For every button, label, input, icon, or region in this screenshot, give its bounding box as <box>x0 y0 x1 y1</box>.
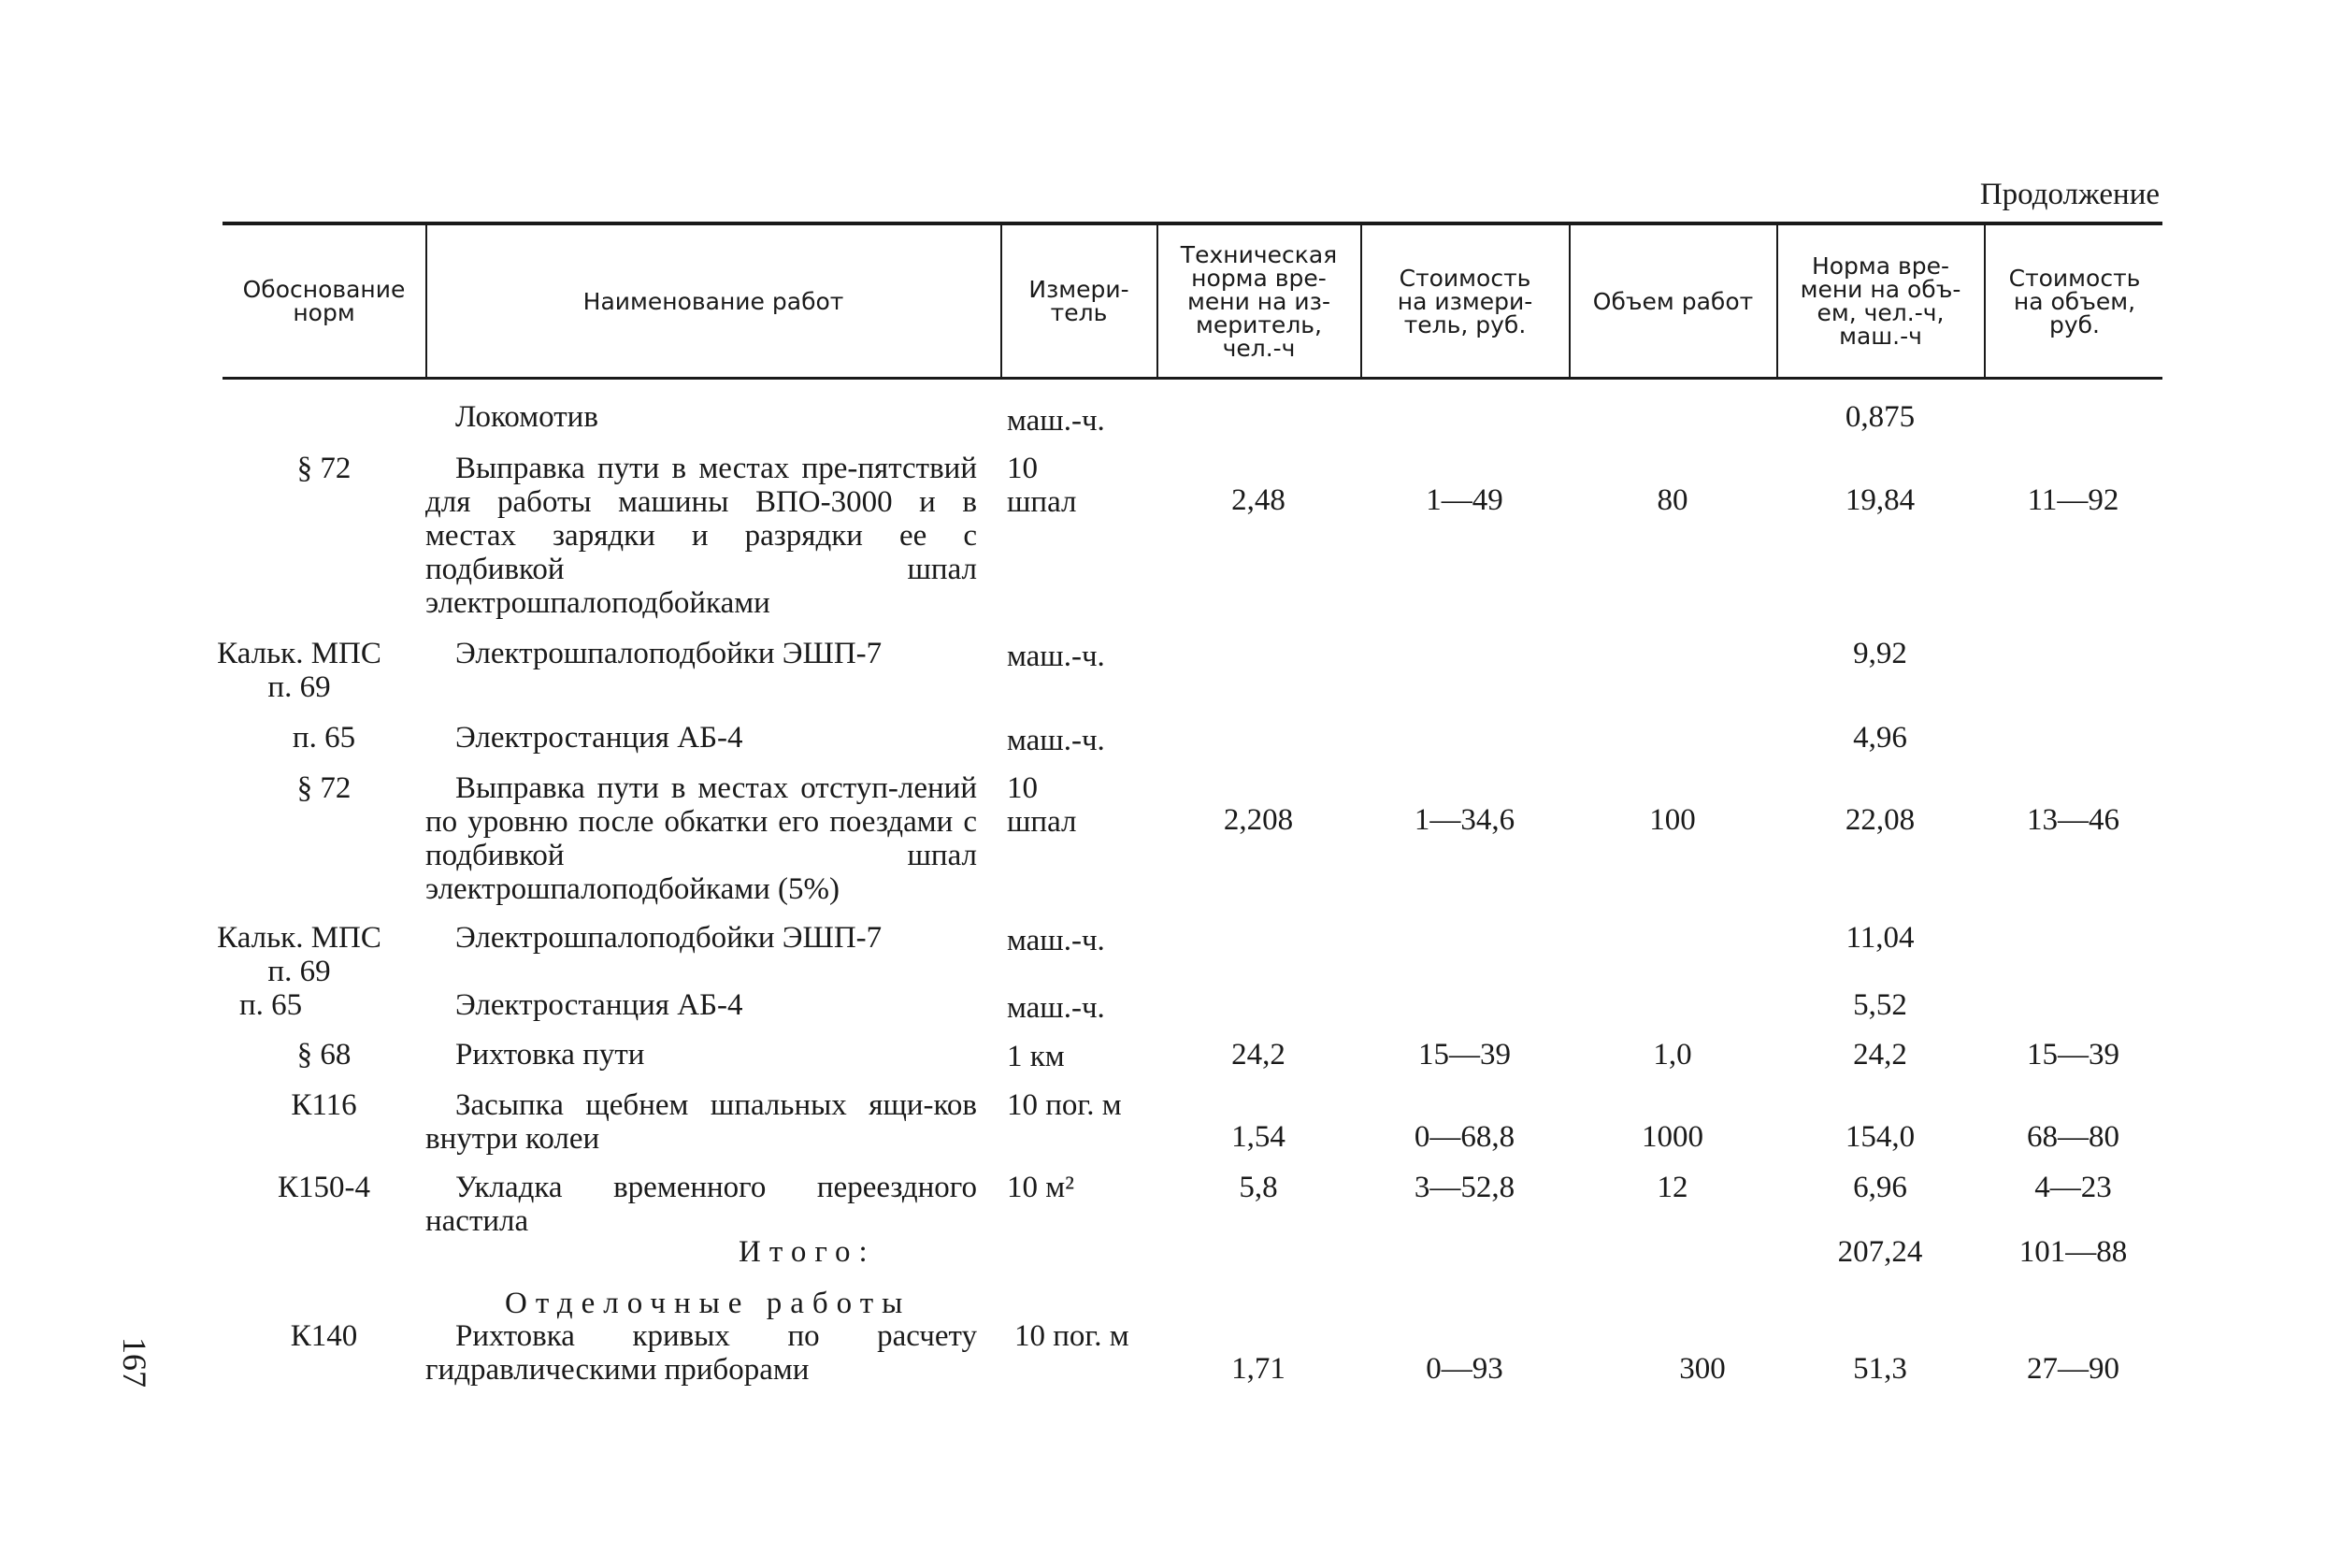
norm-per-volume: 11,04 <box>1846 921 1915 955</box>
header-divider <box>1360 225 1362 377</box>
cost-per-volume: 13—46 <box>2027 803 2119 837</box>
basis: Кальк. МПС п. 69 <box>217 921 381 988</box>
work-name: Электрошпалоподбойки ЭШП-7 <box>455 921 883 955</box>
norm-per-volume: 4,96 <box>1853 721 1907 755</box>
work-name: Электрошпалоподбойки ЭШП-7 <box>455 637 883 670</box>
work-name: Локомотив <box>455 400 598 434</box>
header-norm-per-volume: Норма вре- мени на объ- ем, чел.-ч, маш.-ч <box>1800 252 1961 350</box>
work-name: Укладка временного переездного настила <box>425 1171 977 1238</box>
cost-per-volume: 68—80 <box>2027 1120 2119 1154</box>
tech-norm: 2,48 <box>1231 483 1285 517</box>
continuation-label: Продолжение <box>1979 178 2160 211</box>
volume: 12 <box>1657 1171 1688 1204</box>
page-number: 167 <box>116 1337 153 1388</box>
cost-per-unit: 1—34,6 <box>1414 803 1515 837</box>
section-title: Отделочные работы <box>505 1287 912 1320</box>
basis: К140 <box>290 1319 358 1353</box>
unit: 10 пог. м <box>1014 1319 1129 1353</box>
header-cost-per-volume: Стоимость на объем, руб. <box>2008 264 2141 338</box>
norm-per-volume: 19,84 <box>1845 483 1916 517</box>
header-volume: Объем работ <box>1592 287 1754 315</box>
cost-per-unit: 1—49 <box>1426 483 1503 517</box>
unit: 10 пог. м <box>1007 1088 1122 1122</box>
volume: 1,0 <box>1653 1038 1692 1072</box>
cost-per-volume: 4—23 <box>2034 1171 2112 1204</box>
norm-per-volume: 9,92 <box>1853 637 1907 670</box>
tech-norm: 1,71 <box>1231 1352 1285 1386</box>
cost-per-unit: 0—68,8 <box>1414 1120 1515 1154</box>
norm-per-volume: 24,2 <box>1853 1038 1907 1072</box>
cost-per-unit: 15—39 <box>1418 1038 1511 1072</box>
header-basis: Обоснование норм <box>242 276 406 326</box>
norm-per-volume: 5,52 <box>1853 988 1907 1022</box>
volume: 80 <box>1657 483 1688 517</box>
unit: маш.-ч. <box>1007 991 1105 1025</box>
work-name: Рихтовка кривых по расчету гидравлическими приборами <box>425 1319 977 1387</box>
unit: маш.-ч. <box>1007 924 1105 957</box>
basis: п. 65 <box>239 988 303 1022</box>
work-name: Выправка пути в местах отступ-лений по уровню после обкатки его поездами с подбивкой шпал электрошпалоподбойками (5%) <box>425 771 977 906</box>
basis: Кальк. МПС п. 69 <box>217 637 381 704</box>
norm-per-volume: 0,875 <box>1845 400 1916 434</box>
unit: 10 шпал <box>1007 452 1077 519</box>
cost-per-unit: 0—93 <box>1426 1352 1503 1386</box>
total-cost-per-volume: 101—88 <box>2018 1235 2128 1269</box>
header-tech-norm: Техническая норма вре- мени на из- меритель, чел.-ч <box>1180 240 1338 362</box>
volume: 1000 <box>1642 1120 1703 1154</box>
work-name: Электростанция АБ-4 <box>455 721 743 755</box>
basis: § 72 <box>296 452 352 485</box>
total-label: Итого: <box>739 1235 876 1269</box>
volume: 100 <box>1649 803 1696 837</box>
norm-per-volume: 51,3 <box>1853 1352 1907 1386</box>
work-name: Выправка пути в местах пре-пятствий для работы машины ВПО-3000 и в местах зарядки и разрядки ее с подбивкой шпал электрошпалоподбойками <box>425 452 977 620</box>
header-divider <box>1984 225 1986 377</box>
norm-per-volume: 154,0 <box>1845 1120 1916 1154</box>
cost-per-volume: 11—92 <box>2027 483 2119 517</box>
header-cost-per-unit: Стоимость на измери- тель, руб. <box>1397 264 1533 338</box>
cost-per-volume: 27—90 <box>2027 1352 2119 1386</box>
header-divider <box>1569 225 1571 377</box>
tech-norm: 5,8 <box>1239 1171 1278 1204</box>
unit: маш.-ч. <box>1007 404 1105 438</box>
header-bottom-rule <box>223 377 2162 380</box>
basis: п. 65 <box>292 721 356 755</box>
unit: маш.-ч. <box>1007 724 1105 757</box>
header-divider <box>1000 225 1002 377</box>
unit: маш.-ч. <box>1007 640 1105 673</box>
header-divider <box>1156 225 1158 377</box>
table-top-rule <box>223 222 2162 225</box>
cost-per-volume: 15—39 <box>2027 1038 2119 1072</box>
basis: К116 <box>291 1088 357 1122</box>
basis: § 68 <box>296 1038 352 1072</box>
header-divider <box>425 225 427 377</box>
work-name: Рихтовка пути <box>455 1038 645 1072</box>
tech-norm: 24,2 <box>1231 1038 1285 1072</box>
norm-per-volume: 22,08 <box>1845 803 1916 837</box>
cost-per-unit: 3—52,8 <box>1414 1171 1515 1204</box>
header-work-name: Наименование работ <box>582 287 844 315</box>
basis: К150-4 <box>278 1171 370 1204</box>
norm-per-volume: 6,96 <box>1853 1171 1907 1204</box>
header-unit: Измери- тель <box>1028 276 1129 326</box>
unit: 10 шпал <box>1007 771 1077 839</box>
total-norm-per-volume: 207,24 <box>1837 1235 1923 1269</box>
header-divider <box>1776 225 1778 377</box>
work-name: Электростанция АБ-4 <box>455 988 743 1022</box>
work-name: Засыпка щебнем шпальных ящи-ков внутри колеи <box>425 1088 977 1156</box>
unit: 10 м² <box>1007 1171 1075 1204</box>
basis: § 72 <box>296 771 352 805</box>
volume: 300 <box>1679 1352 1726 1386</box>
tech-norm: 2,208 <box>1223 803 1294 837</box>
tech-norm: 1,54 <box>1231 1120 1285 1154</box>
unit: 1 км <box>1007 1040 1065 1073</box>
